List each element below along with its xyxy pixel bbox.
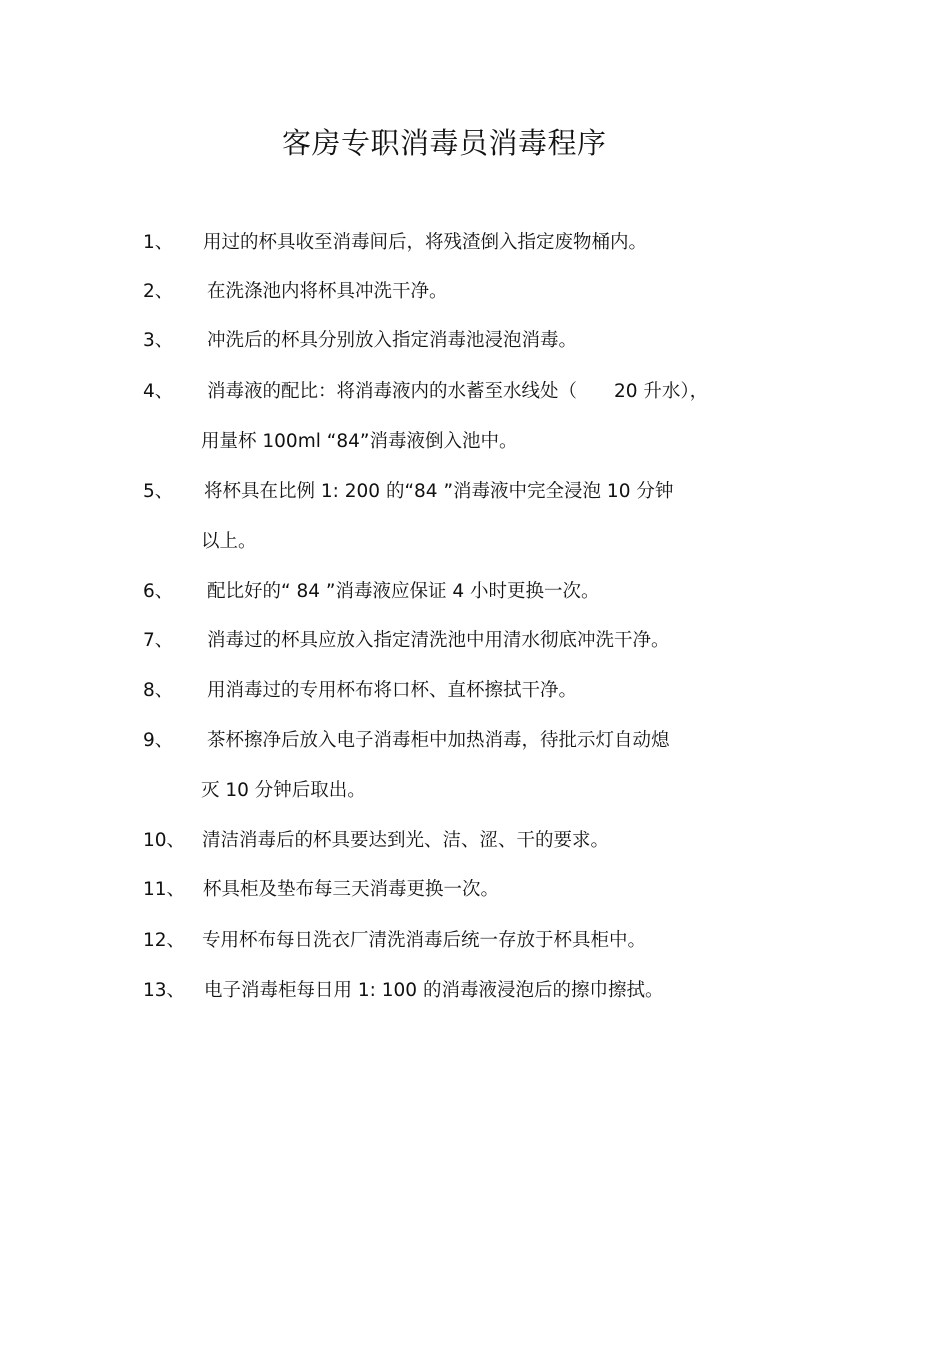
- step-2-text: 在洗涤池内将杯具冲洗干净。: [207, 281, 448, 302]
- step-2-number: 2、: [143, 281, 174, 302]
- step-5-text-line-2: 以上。: [201, 531, 257, 552]
- step-10-text: 清洁消毒后的杯具要达到光、洁、涩、干的要求。: [202, 830, 610, 851]
- step-7-number: 7、: [143, 630, 174, 651]
- step-11-text: 杯具柜及垫布每三天消毒更换一次。: [203, 879, 500, 900]
- step-1-text: 用过的杯具收至消毒间后，将残渣倒入指定废物桶内。: [203, 232, 648, 253]
- step-11-number: 11、: [143, 879, 186, 900]
- step-6-text: 配比好的“ 84 ”消毒液应保证 4 小时更换一次。: [207, 581, 600, 602]
- step-10-number: 10、: [143, 830, 186, 851]
- step-3-number: 3、: [143, 330, 174, 351]
- step-7-text: 消毒过的杯具应放入指定清洗池中用清水彻底冲洗干净。: [207, 630, 670, 651]
- step-12-number: 12、: [143, 930, 186, 951]
- step-8-text: 用消毒过的专用杯布将口杯、直杯擦拭干净。: [207, 680, 578, 701]
- step-3-text: 冲洗后的杯具分别放入指定消毒池浸泡消毒。: [207, 330, 578, 351]
- step-8-number: 8、: [143, 680, 174, 701]
- step-4-text-line-2: 用量杯 100ml “84”消毒液倒入池中。: [201, 431, 518, 452]
- step-13-text: 电子消毒柜每日用 1: 100 的消毒液浸泡后的擦巾擦拭。: [204, 980, 664, 1001]
- step-13-number: 13、: [143, 980, 186, 1001]
- step-4-text-line-1: 消毒液的配比：将消毒液内的水蓄至水线处（ 20 升水），: [207, 381, 709, 402]
- step-5-text-line-1: 将杯具在比例 1: 200 的“84 ”消毒液中完全浸泡 10 分钟: [204, 481, 674, 502]
- step-4-number: 4、: [143, 381, 174, 402]
- page-title: 客房专职消毒员消毒程序: [282, 126, 607, 160]
- step-5-number: 5、: [143, 481, 174, 502]
- step-9-number: 9、: [143, 730, 174, 751]
- step-6-number: 6、: [143, 581, 174, 602]
- step-12-text: 专用杯布每日洗衣厂清洗消毒后统一存放于杯具柜中。: [202, 930, 647, 951]
- step-1-number: 1、: [143, 232, 174, 253]
- step-9-text-line-2: 灭 10 分钟后取出。: [201, 780, 366, 801]
- step-9-text-line-1: 茶杯擦净后放入电子消毒柜中加热消毒，待批示灯自动熄: [207, 730, 670, 751]
